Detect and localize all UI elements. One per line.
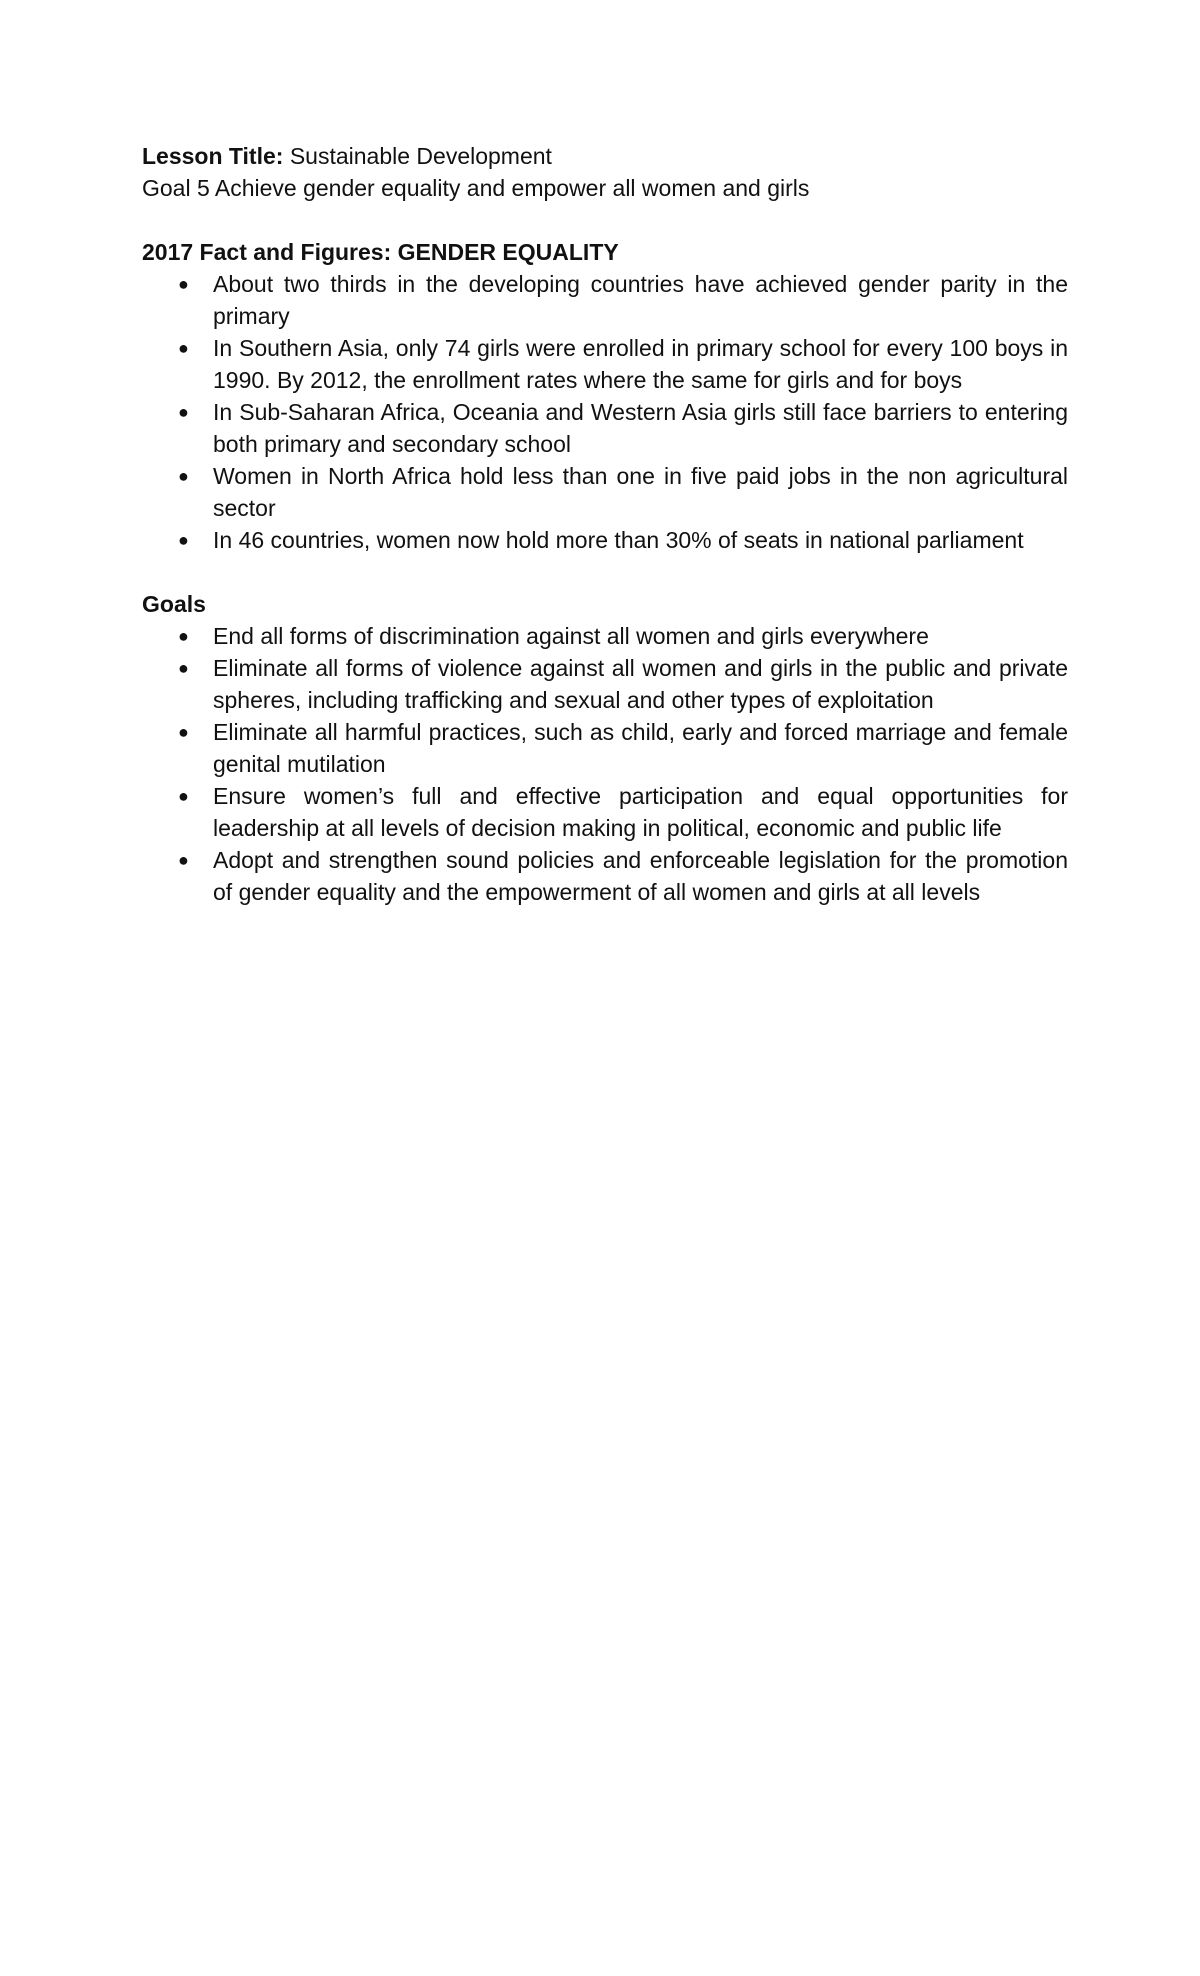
list-item-text: Eliminate all forms of violence against all women and girls in the public and private spheres, including trafficking and sexual and other types of exploitation <box>213 655 1068 713</box>
list-item <box>142 844 1068 908</box>
list-item <box>142 460 1068 524</box>
list-item-text: In Sub-Saharan Africa, Oceania and Western Asia girls still face barriers to entering both primary and secondary school <box>213 399 1068 457</box>
list-item-text: Eliminate all harmful practices, such as child, early and forced marriage and female genital mutilation <box>213 719 1068 777</box>
list-item-text: Adopt and strengthen sound policies and enforceable legislation for the promotion of gender equality and the empowerment of all women and girls at all levels <box>213 847 1068 905</box>
bullet-icon: ● <box>178 466 189 486</box>
list-item <box>142 620 1068 652</box>
list-item-text: Women in North Africa hold less than one in five paid jobs in the non agricultural sector <box>213 463 1068 521</box>
goals-list <box>142 620 1068 908</box>
bullet-icon: ● <box>178 850 189 870</box>
list-item-text: Ensure women’s full and effective participation and equal opportunities for leadership at all levels of decision making in political, economic and public life <box>213 783 1068 841</box>
spacer <box>142 204 1068 236</box>
facts-list <box>142 268 1068 556</box>
list-item <box>142 396 1068 460</box>
list-item <box>142 332 1068 396</box>
bullet-icon: ● <box>178 722 189 742</box>
list-item <box>142 268 1068 332</box>
list-item-text: About two thirds in the developing countries have achieved gender parity in the primary <box>213 271 1068 329</box>
goal-line: Goal 5 Achieve gender equality and empower all women and girls <box>142 175 810 201</box>
list-item <box>142 524 1068 556</box>
goals-heading: Goals <box>142 591 206 617</box>
list-item <box>142 780 1068 844</box>
list-item-text: In 46 countries, women now hold more than 30% of seats in national parliament <box>213 527 1024 553</box>
lesson-title-label: Lesson Title: <box>142 143 284 169</box>
bullet-icon: ● <box>178 658 189 678</box>
spacer <box>142 556 1068 588</box>
facts-heading: 2017 Fact and Figures: GENDER EQUALITY <box>142 239 619 265</box>
bullet-icon: ● <box>178 338 189 358</box>
document-body <box>142 140 1068 908</box>
bullet-icon: ● <box>178 786 189 806</box>
bullet-icon: ● <box>178 274 189 294</box>
lesson-title-line <box>142 140 1068 172</box>
bullet-icon: ● <box>178 626 189 646</box>
bullet-icon: ● <box>178 402 189 422</box>
bullet-icon: ● <box>178 530 189 550</box>
list-item <box>142 652 1068 716</box>
list-item-text: In Southern Asia, only 74 girls were enrolled in primary school for every 100 boys in 1990. By 2012, the enrollment rates where the same for girls and for boys <box>213 335 1068 393</box>
list-item-text: End all forms of discrimination against all women and girls everywhere <box>213 623 929 649</box>
lesson-title-value: Sustainable Development <box>283 143 552 169</box>
list-item <box>142 716 1068 780</box>
